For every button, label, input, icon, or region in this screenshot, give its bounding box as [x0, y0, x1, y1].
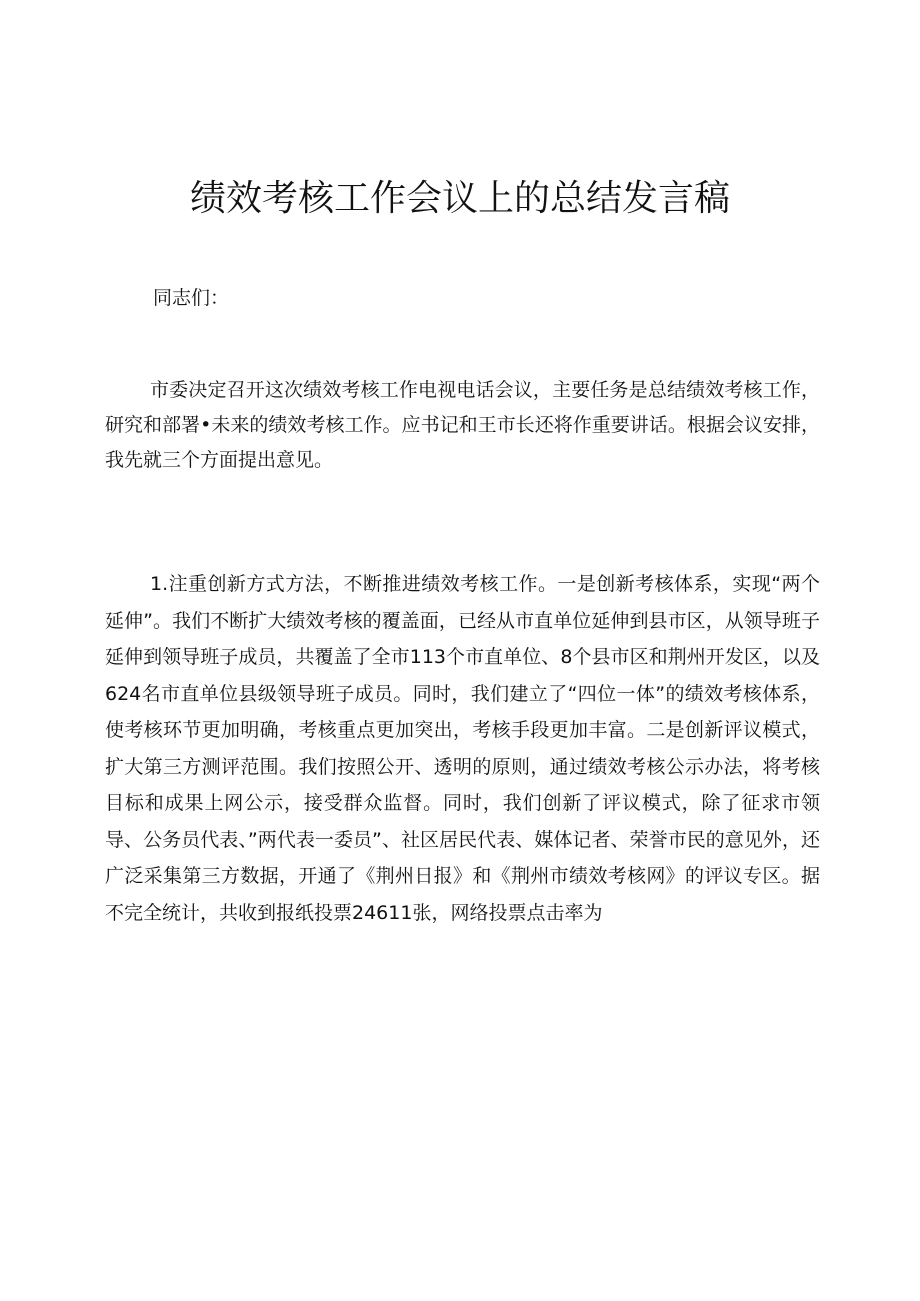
paragraph-intro: 市委决定召开这次绩效考核工作电视电话会议，主要任务是总结绩效考核工作，研究和部署•未来的绩效考核工作。应书记和王市长还将作重要讲话。根据会议安排，我先就三个方面提出意见。	[105, 379, 820, 471]
greeting: 同志们：	[153, 287, 230, 309]
document-title: 绩效考核工作会议上的总结发言稿	[189, 178, 730, 219]
paragraph-section-1: 1.注重创新方式方法，不断推进绩效考核工作。一是创新考核体系，实现“两个延伸”。我们不断扩大绩效考核的覆盖面，已经从市直单位延伸到县市区，从领导班子延伸到领导班子成员，共覆盖了全市113个市直单位、8个县市区和荆州开发区，以及624名市直单位县级领导班子成员。同时，我们建立了“四位一体”的绩效考核体系，使考核环节更加明确，考核重点更加突出，考核手段更加丰富。二是创新评议模式，扩大第三方测评范围。我们按照公开、透明的原则，通过绩效考核公示办法，将考核目标和成果上网公示，接受群众监督。同时，我们创新了评议模式，除了征求市领导、公务员代表、”两代表一委员”、社区居民代表、媒体记者、荣誉市民的意见外，还广泛采集第三方数据，开通了《荆州日报》和《荆州市绩效考核网》的评议专区。据不完全统计，共收到报纸投票24611张，网络投票点击率为	[105, 573, 820, 924]
